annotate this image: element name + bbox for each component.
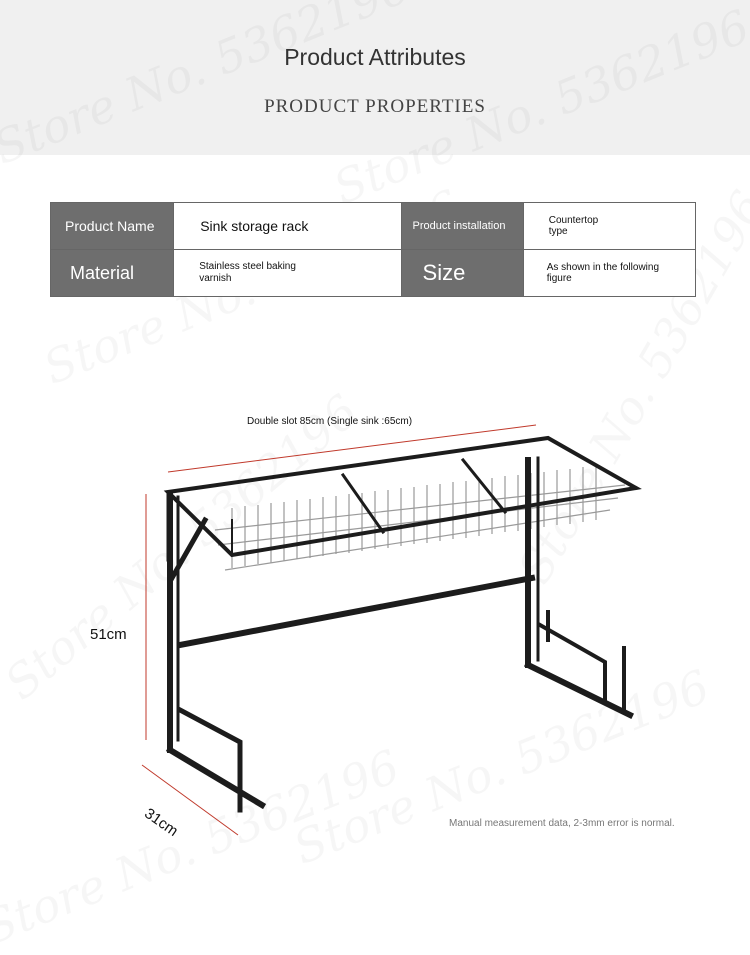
width-dimension-label: Double slot 85cm (Single sink :65cm)	[247, 416, 413, 427]
material-key: Material	[51, 250, 174, 297]
section-title: Product Attributes	[284, 44, 466, 70]
measurement-note: Manual measurement data, 2-3mm error is normal.	[449, 818, 675, 829]
product-name-value: Sink storage rack	[174, 203, 401, 250]
size-key: Size	[401, 250, 523, 297]
wire-basket	[215, 466, 625, 570]
depth-dimension-label: 31cm	[141, 805, 182, 840]
size-value-text: As shown in the following figure	[546, 262, 660, 284]
section-subtitle: PRODUCT PROPERTIES	[264, 96, 486, 117]
installation-value-text: Countertop type	[548, 215, 599, 237]
height-dimension-label: 51cm	[90, 626, 127, 643]
product-name-key: Product Name	[51, 203, 174, 250]
material-value-text: Stainless steel baking varnish	[199, 261, 296, 284]
rack-frame	[168, 438, 636, 810]
installation-key: Product installation	[401, 203, 523, 250]
